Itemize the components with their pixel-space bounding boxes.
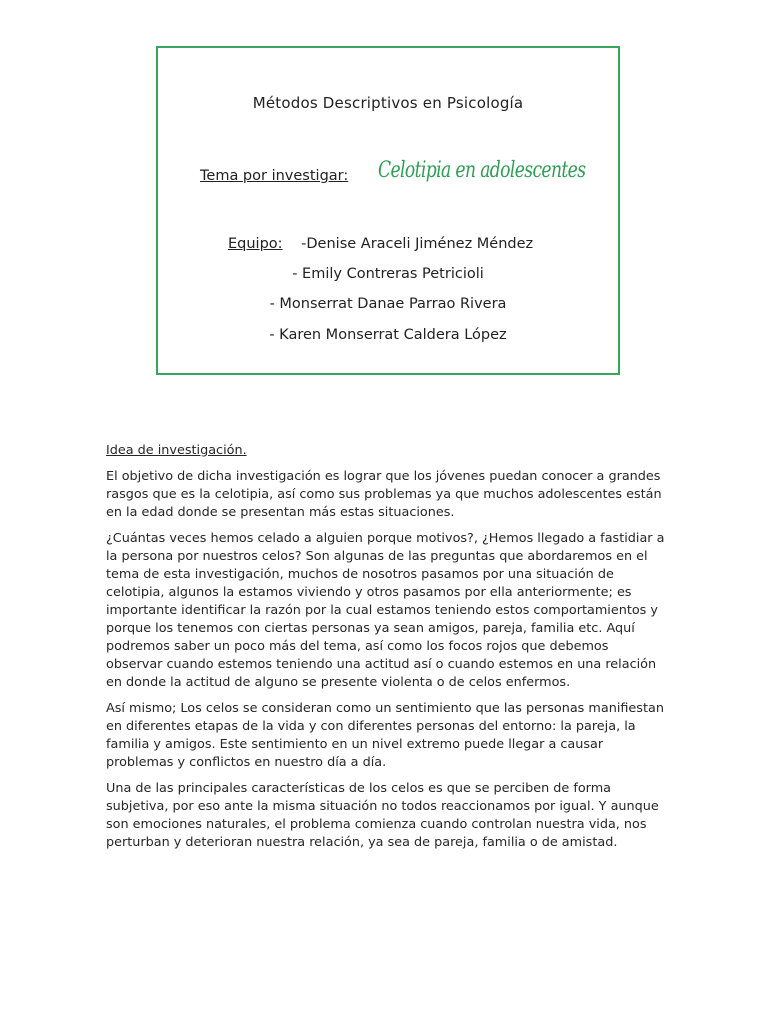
paragraph-4: Una de las principales características de los celos es que se perciben de forma subjetiva, por eso ante la misma situación no todos reaccionamos por igual. Y aunque son emociones naturales, el problema comienza cuando controlan nuestra vida, nos perturban y deterioran nuestra relación, ya sea de pareja, familia o de amistad. (106, 781, 659, 850)
team-member-2: - Emily Contreras Petricioli (292, 266, 484, 282)
team-row (228, 236, 533, 252)
topic-row (200, 156, 620, 196)
team-member-3: - Monserrat Danae Parrao Rivera (269, 296, 507, 312)
course-title: Métodos Descriptivos en Psicología (252, 94, 524, 112)
topic-value: Celotipia en adolescentes (378, 158, 586, 183)
research-idea-section (106, 442, 666, 860)
section-heading: Idea de investigación. (106, 443, 247, 458)
cover-box (156, 46, 620, 375)
paragraph-1: El objetivo de dicha investigación es lograr que los jóvenes puedan conocer a grandes rasgos que es la celotipia, así como sus problemas ya que muchos adolescentes están en la edad donde se presentan más estas situaciones. (106, 469, 662, 520)
paragraph-3: Así mismo; Los celos se consideran como un sentimiento que las personas manifiestan en diferentes etapas de la vida y con diferentes personas del entorno: la pareja, la familia y amigos. Este sentimiento en un nivel extremo puede llegar a causar problemas y conflictos en nuestro día a día. (106, 701, 664, 770)
team-member-1: -Denise Araceli Jiménez Méndez (301, 236, 534, 252)
team-label: Equipo: (228, 236, 283, 252)
paragraph-2: ¿Cuántas veces hemos celado a alguien porque motivos?, ¿Hemos llegado a fastidiar a la persona por nuestros celos? Son algunas de las preguntas que abordaremos en el tema de esta investigación, muchos de nosotros pasamos por una situación de celotipia, algunos la estamos viviendo y otros pasamos por ella anteriormente; es importante identificar la razón por la cual estamos teniendo estos comportamientos y porque los tenemos con ciertas personas ya sean amigos, pareja, familia etc. Aquí podremos saber un poco más del tema, así como los focos rojos que debemos observar cuando estemos teniendo una actitud así o cuando estemos en una relación en donde la actitud de alguno se presente violenta o de celos enfermos. (106, 531, 665, 690)
team-member-4: - Karen Monserrat Caldera López (269, 327, 507, 343)
topic-label: Tema por investigar: (200, 168, 349, 184)
